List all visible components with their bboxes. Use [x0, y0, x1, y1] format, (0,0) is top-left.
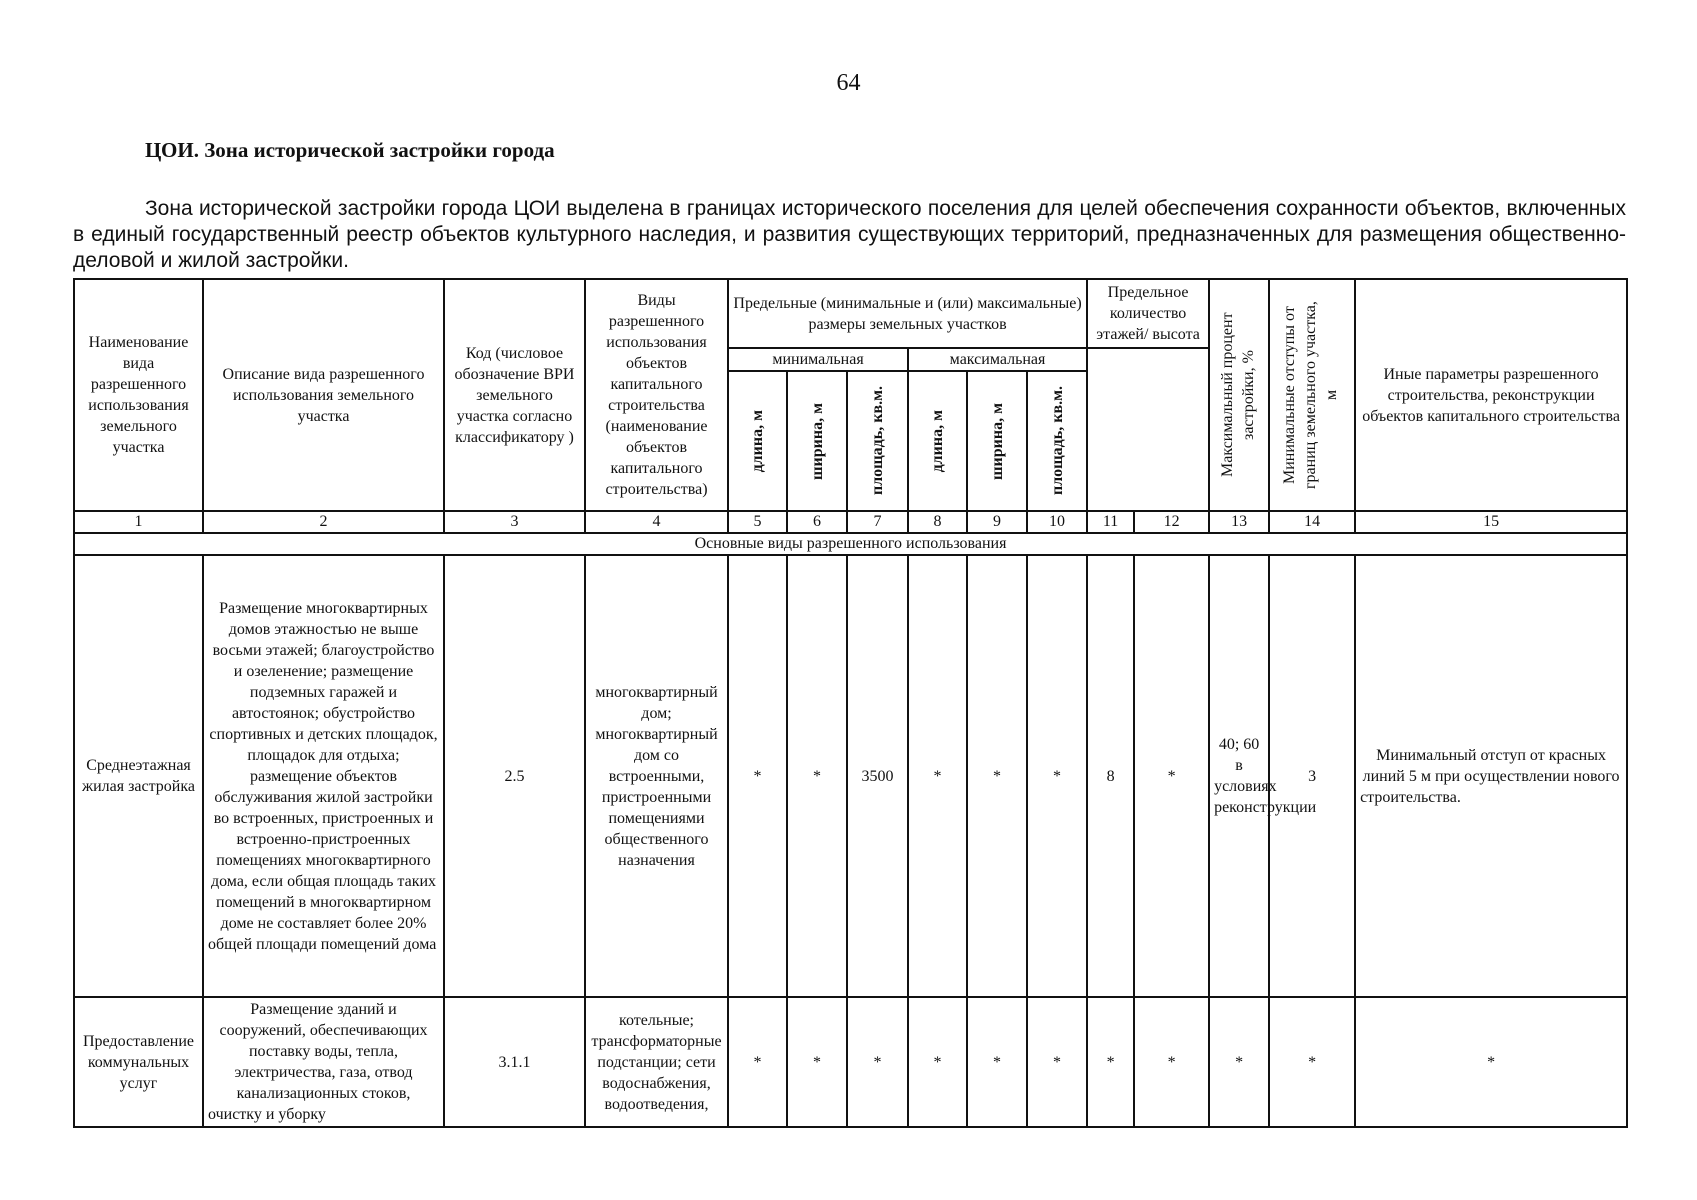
- cell-max-length: *: [908, 997, 967, 1127]
- column-number: 13: [1209, 511, 1269, 533]
- cell-max-area: *: [1027, 997, 1087, 1127]
- cell-min-width: *: [787, 997, 847, 1127]
- column-number: 5: [728, 511, 787, 533]
- header-col-14-label: Минимальные отступы от границ земельного участка, м: [1281, 301, 1341, 489]
- cell-max-length: *: [908, 555, 967, 997]
- header-col-13-label: Максимальный процент застройки, %: [1219, 312, 1258, 478]
- table-row: [74, 555, 1627, 997]
- cell-min-area: 3500: [847, 555, 908, 997]
- header-col-9: [967, 371, 1027, 511]
- cell-min-setback: *: [1269, 997, 1355, 1127]
- cell-max-width: *: [967, 555, 1027, 997]
- header-col-6: [787, 371, 847, 511]
- column-number: 1: [74, 511, 203, 533]
- header-col-5-label: длина, м: [749, 409, 766, 473]
- zone-title: ЦОИ. Зона исторической застройки города: [145, 138, 555, 162]
- header-col-6-label: ширина, м: [808, 402, 826, 480]
- column-number: 3: [444, 511, 585, 533]
- header-col-7: [847, 371, 908, 511]
- cell-other: Минимальный отступ от красных линий 5 м при осуществлении нового строительства.: [1355, 555, 1627, 997]
- column-number: 7: [847, 511, 908, 533]
- cell-floors: 8: [1087, 555, 1134, 997]
- header-col-14: [1269, 279, 1355, 511]
- header-row-1: [74, 279, 1627, 348]
- cell-max-area: *: [1027, 555, 1087, 997]
- cell-max-width: *: [967, 997, 1027, 1127]
- zone-description: Зона исторической застройки города ЦОИ выделена в границах исторического поселения для целей обеспечения сохранности объектов, включенных в единый государственный реестр объектов культурного наследия, и развития существующих территорий, предназначенных для размещения общественно-деловой и жилой застройки.: [73, 197, 1626, 272]
- header-min: минимальная: [728, 348, 908, 371]
- column-number: 8: [908, 511, 967, 533]
- column-number: 14: [1269, 511, 1355, 533]
- cell-code: 2.5: [444, 555, 585, 997]
- cell-min-area: *: [847, 997, 908, 1127]
- cell-floors: *: [1087, 997, 1134, 1127]
- header-col-15: Иные параметры разрешенного строительства, реконструкции объектов капитального строительства: [1355, 279, 1627, 511]
- header-col-5: [728, 371, 787, 511]
- header-col-7-label: площадь, кв.м.: [869, 386, 886, 496]
- column-number: 15: [1355, 511, 1627, 533]
- column-number: 10: [1027, 511, 1087, 533]
- header-col-13: [1209, 279, 1269, 511]
- cell-height: *: [1134, 997, 1209, 1127]
- header-col-10-label: площадь, кв.м.: [1048, 386, 1066, 496]
- cell-height: *: [1134, 555, 1209, 997]
- cell-max-percent: 40; 60 в условиях реконструкции: [1209, 555, 1269, 997]
- cell-other: *: [1355, 997, 1627, 1127]
- column-number: 12: [1134, 511, 1209, 533]
- cell-objects: многоквартирный дом; многоквартирный дом со встроенными, пристроенными помещениями общественного назначения: [585, 555, 728, 997]
- section-row: [74, 533, 1627, 555]
- column-number: 11: [1087, 511, 1134, 533]
- header-col-9-label: ширина, м: [988, 402, 1006, 480]
- header-floors-group: Предельное количество этажей/ высота: [1087, 279, 1209, 348]
- cell-name: Среднеэтажная жилая застройка: [74, 555, 203, 997]
- cell-min-setback: 3: [1269, 555, 1355, 997]
- header-col-3: Код (числовое обозначение ВРИ земельного участка согласно классификатору ): [444, 279, 585, 511]
- header-col-2: Описание вида разрешенного использования земельного участка: [203, 279, 444, 511]
- regulations-table: [73, 278, 1628, 1128]
- cell-min-length: *: [728, 555, 787, 997]
- header-max: максимальная: [908, 348, 1087, 371]
- page-number: 64: [836, 70, 861, 96]
- cell-min-width: *: [787, 555, 847, 997]
- cell-description: Размещение многоквартирных домов этажностью не выше восьми этажей; благоустройство и озеленение; размещение подземных гаражей и автостоянок; обустройство спортивных и детских площадок, площадок для отдыха; размещение объектов обслуживания жилой застройки во встроенных, пристроенных и встроенно-пристроенных помещениях многоквартирного дома, если общая площадь таких помещений в многоквартирном доме не составляет более 20% общей площади помещений дома: [203, 555, 444, 997]
- header-plot-sizes: Предельные (минимальные и (или) максимальные) размеры земельных участков: [728, 279, 1087, 348]
- header-col-10: [1027, 371, 1087, 511]
- column-number: 9: [967, 511, 1027, 533]
- cell-name: Предоставление коммунальных услуг: [74, 997, 203, 1127]
- cell-description: Размещение зданий и сооружений, обеспечивающих поставку воды, тепла, электричества, газа, отвод канализационных стоков, очистку и уборку: [203, 997, 444, 1127]
- header-col-1: Наименование вида разрешенного использования земельного участка: [74, 279, 203, 511]
- header-col-8: [908, 371, 967, 511]
- section-title: Основные виды разрешенного использования: [74, 533, 1627, 555]
- cell-min-length: *: [728, 997, 787, 1127]
- table-row: [74, 997, 1627, 1127]
- column-number: 2: [203, 511, 444, 533]
- column-number-row: [74, 511, 1627, 533]
- header-col-8-label: длина, м: [929, 409, 946, 473]
- cell-code: 3.1.1: [444, 997, 585, 1127]
- column-number: 4: [585, 511, 728, 533]
- header-floors-spacer: [1087, 348, 1209, 511]
- header-col-4: Виды разрешенного использования объектов капитального строительства (наименование объектов капитального строительства): [585, 279, 728, 511]
- cell-max-percent: *: [1209, 997, 1269, 1127]
- cell-objects: котельные; трансформаторные подстанции; сети водоснабжения, водоотведения,: [585, 997, 728, 1127]
- column-number: 6: [787, 511, 847, 533]
